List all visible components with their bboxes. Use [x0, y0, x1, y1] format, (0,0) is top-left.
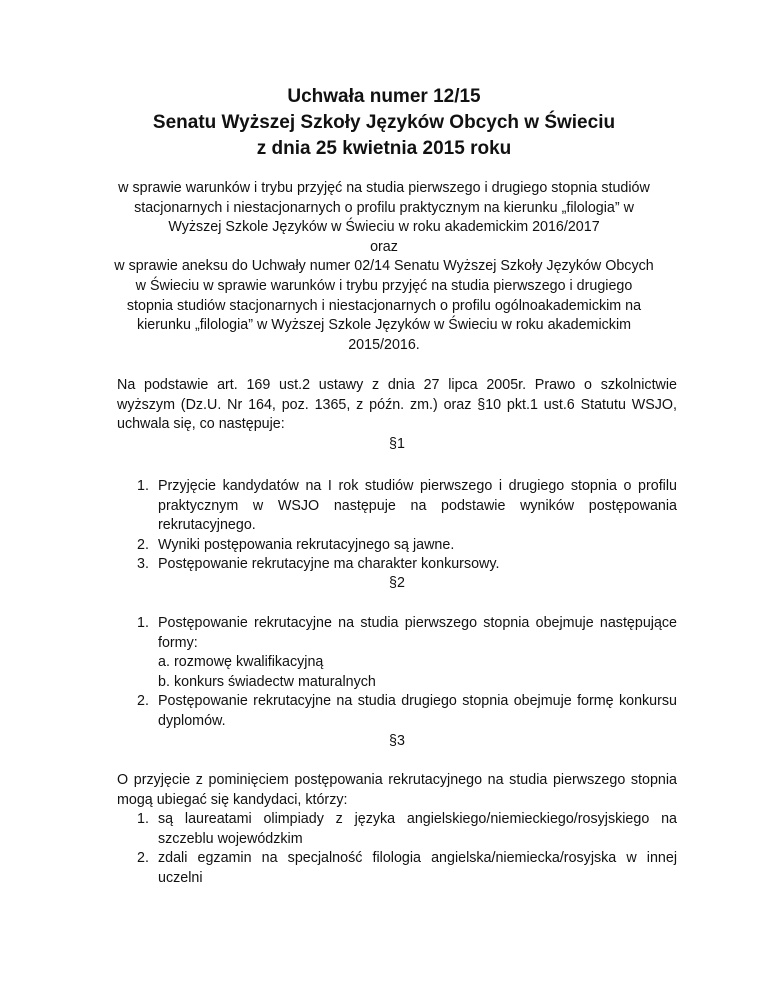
intro-line: w sprawie warunków i trybu przyjęć na studia pierwszego i drugiego stopnia studiów	[118, 180, 650, 196]
section-2-list	[137, 614, 677, 732]
intro-line: stacjonarnych i niestacjonarnych o profilu praktycznym na kierunku „filologia” w	[134, 199, 634, 216]
list-number: 2.	[137, 850, 149, 867]
intro-line: Wyższej Szkole Języków w Świeciu w roku akademickim 2016/2017	[168, 219, 600, 236]
list-item	[137, 614, 677, 692]
sub-list-text: rozmowę kwalifikacyjną	[174, 654, 324, 671]
list-number: 2.	[137, 693, 149, 710]
section-3-intro: O przyjęcie z pominięciem postępowania rekrutacyjnego na studia pierwszego stopnia mogą ubiegać się kandydaci, którzy:	[117, 772, 677, 808]
legal-basis-paragraph: Na podstawie art. 169 ust.2 ustawy z dnia 27 lipca 2005r. Prawo o szkolnictwie wyższym (Dz.U. Nr 164, poz. 1365, z późn. zm.) oraz §10 pkt.1 ust.6 Statutu WSJO, uchwala się, co następuje:	[117, 377, 677, 433]
list-text: Postępowanie rekrutacyjne na studia drugiego stopnia obejmuje formę konkursu dyplomów.	[158, 693, 677, 729]
list-item	[137, 477, 677, 536]
list-item	[137, 849, 677, 888]
section-heading-2: §2	[389, 575, 405, 591]
list-item	[137, 536, 677, 556]
list-item	[137, 555, 677, 575]
section-heading-3: §3	[389, 733, 405, 749]
intro-line: w Świeciu w sprawie warunków i trybu przyjęć na studia pierwszego i drugiego	[135, 277, 633, 294]
resolution-title: Uchwała numer 12/15	[287, 86, 481, 107]
list-number: 2.	[137, 536, 149, 553]
list-text: Przyjęcie kandydatów na I rok studiów pierwszego i drugiego stopnia o profilu praktycznym w WSJO następuje na podstawie wyników postępowania rekrutacyjnego.	[158, 478, 677, 534]
sub-list-item	[158, 673, 677, 693]
sub-list-item	[158, 653, 677, 673]
section-heading-1: §1	[389, 436, 405, 452]
list-text: Wyniki postępowania rekrutacyjnego są jawne.	[158, 536, 455, 553]
intro-line: kierunku „filologia” w Wyższej Szkole Języków w Świeciu w roku akademickim	[136, 317, 632, 334]
list-text: są laureatami olimpiady z języka angielskiego/niemieckiego/rosyjskiego na szczeblu wojewódzkim	[158, 811, 677, 847]
sub-list-text: konkurs świadectw maturalnych	[174, 673, 376, 690]
list-number: 3.	[137, 556, 149, 573]
list-number: 1.	[137, 811, 149, 827]
intro-line: stopnia studiów stacjonarnych i niestacjonarnych o profilu ogólnoakademickim na	[126, 297, 642, 314]
intro-line: w sprawie aneksu do Uchwały numer 02/14 Senatu Wyższej Szkoły Języków Obcych	[114, 258, 654, 275]
date-title: z dnia 25 kwietnia 2015 roku	[256, 138, 512, 159]
list-text: Postępowanie rekrutacyjne na studia pierwszego stopnia obejmuje następujące formy:	[158, 615, 677, 651]
sub-list-letter: b.	[158, 673, 170, 690]
list-text: zdali egzamin na specjalność filologia angielska/niemiecka/rosyjska w innej uczelni	[158, 850, 677, 886]
sub-list-letter: a.	[158, 654, 170, 671]
list-item	[137, 692, 677, 731]
sub-list	[158, 653, 677, 692]
senate-title: Senatu Wyższej Szkoły Języków Obcych w Świeciu	[152, 112, 616, 133]
section-1-list	[137, 477, 677, 575]
list-number: 1.	[137, 615, 149, 631]
list-item	[137, 810, 677, 849]
intro-block	[60, 179, 708, 355]
intro-line: 2015/2016.	[348, 336, 420, 353]
list-text: Postępowanie rekrutacyjne ma charakter konkursowy.	[158, 556, 500, 573]
list-number: 1.	[137, 478, 149, 494]
intro-line: oraz	[370, 238, 398, 255]
section-3-list	[137, 810, 677, 888]
